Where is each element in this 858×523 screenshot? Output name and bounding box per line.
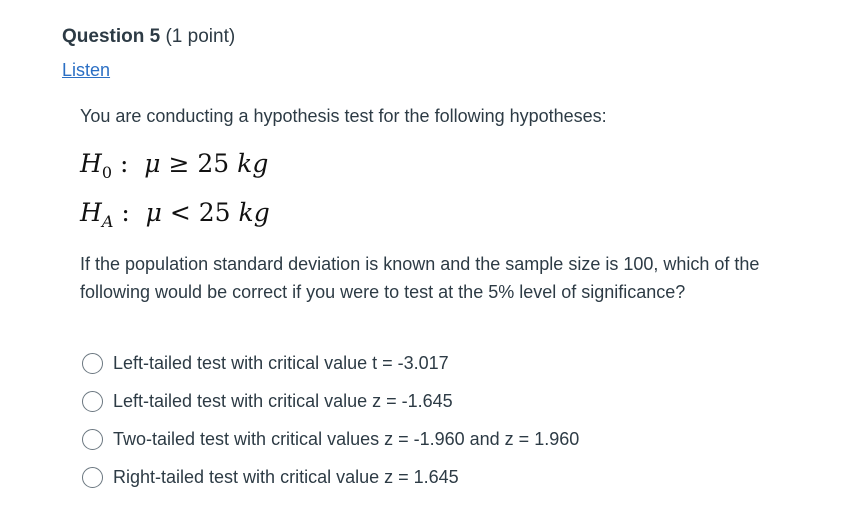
ha-subscript: A — [101, 212, 114, 231]
radio-button[interactable] — [82, 353, 103, 374]
h0-subscript: 0 — [101, 163, 112, 182]
h0-symbol: H — [80, 149, 102, 178]
question-intro: You are conducting a hypothesis test for the following hypotheses: — [80, 106, 607, 126]
ha-value: 25 — [198, 198, 231, 227]
ha-unit: kg — [238, 198, 270, 227]
question-title: Question 5 — [62, 26, 161, 47]
h0-value: 25 — [197, 149, 230, 178]
question-prompt: If the population standard deviation is known and the sample size is 100, which of the following would be correct if you were to test at the 5% level of significance? — [80, 254, 760, 302]
answer-option-label: Left-tailed test with critical value z = -1.645 — [113, 390, 453, 411]
alternative-hypothesis — [80, 198, 270, 231]
null-hypothesis — [80, 149, 268, 182]
listen-link[interactable]: Listen — [62, 60, 111, 80]
radio-button[interactable] — [82, 467, 103, 488]
ha-symbol: H — [80, 198, 102, 227]
answer-option[interactable] — [82, 382, 579, 420]
answer-option[interactable] — [82, 458, 579, 496]
answer-option-label: Right-tailed test with critical value z = 1.645 — [113, 466, 459, 487]
radio-button[interactable] — [82, 391, 103, 412]
h0-relation: ≥ — [168, 149, 190, 178]
radio-button[interactable] — [82, 429, 103, 450]
ha-colon: : — [121, 198, 130, 227]
ha-param: μ — [145, 198, 162, 227]
answer-option-label: Left-tailed test with critical value t = -3.017 — [113, 352, 449, 373]
question-header — [62, 26, 235, 48]
question-points: (1 point) — [165, 26, 236, 47]
answer-option-label: Two-tailed test with critical values z = -1.960 and z = 1.960 — [113, 428, 580, 449]
answer-option[interactable] — [82, 420, 579, 458]
h0-unit: kg — [237, 149, 269, 178]
h0-param: μ — [144, 149, 161, 178]
answer-option[interactable] — [82, 344, 579, 382]
answer-options — [82, 344, 579, 496]
h0-colon: : — [119, 149, 129, 178]
ha-relation: < — [169, 198, 191, 227]
